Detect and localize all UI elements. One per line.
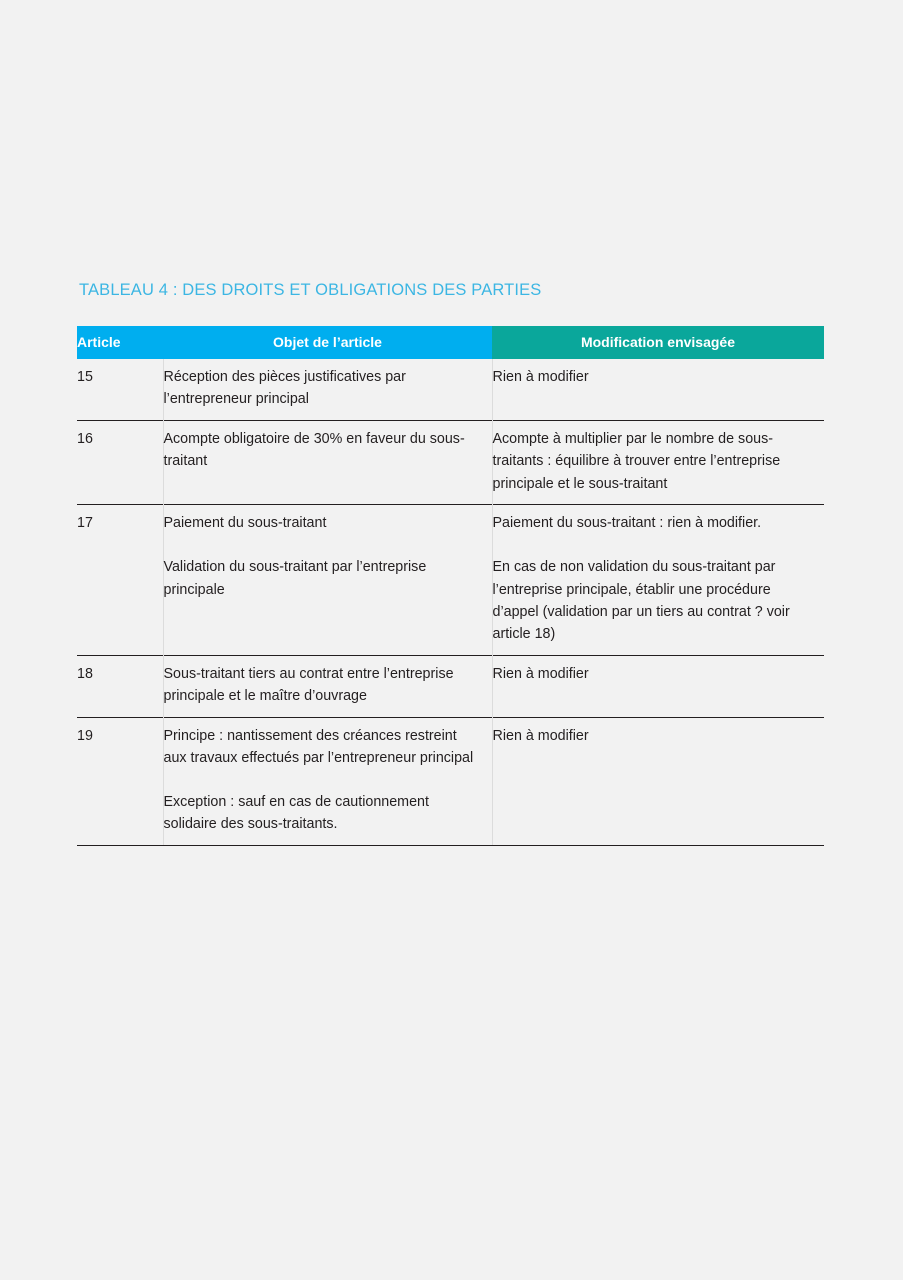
cell-objet	[163, 505, 492, 656]
table-row	[77, 359, 824, 420]
cell-article-number: 15	[77, 359, 163, 420]
cell-paragraph: Acompte à multiplier par le nombre de sous-traitants : équilibre à trouver entre l’entreprise principale et le sous-traitant	[492, 430, 781, 492]
cell-objet	[163, 359, 492, 420]
cell-paragraph: Validation du sous-traitant par l’entreprise principale	[163, 559, 427, 598]
cell-modification	[492, 655, 824, 717]
articles-table	[77, 326, 824, 846]
table-row	[77, 420, 824, 504]
cell-paragraph: Principe : nantissement des créances restreint aux travaux effectués par l’entrepreneur principal	[163, 727, 474, 767]
cell-article-number: 18	[77, 655, 163, 717]
table-row	[77, 505, 824, 656]
table-header-row	[77, 326, 824, 359]
cell-article-number: 16	[77, 420, 163, 504]
table-row	[77, 717, 824, 845]
cell-paragraph: Paiement du sous-traitant	[163, 515, 327, 532]
cell-objet	[163, 420, 492, 504]
cell-paragraph: Réception des pièces justificatives par l’entrepreneur principal	[163, 369, 406, 408]
cell-paragraph: Sous-traitant tiers au contrat entre l’entreprise principale et le maître d’ouvrage	[163, 665, 454, 705]
cell-article-number: 19	[77, 717, 163, 845]
table-row	[77, 655, 824, 717]
table-header	[77, 326, 824, 359]
cell-paragraph: Rien à modifier	[492, 665, 589, 682]
cell-paragraph: En cas de non validation du sous-traitant par l’entreprise principale, établir une procédure d’appel (validation par un tiers au contrat ? voir article 18)	[492, 559, 790, 643]
cell-article-number: 17	[77, 505, 163, 656]
column-header-objet: Objet de l’article	[163, 326, 492, 359]
cell-objet	[163, 717, 492, 845]
cell-paragraph: Rien à modifier	[492, 727, 589, 744]
cell-paragraph: Paiement du sous-traitant : rien à modifier.	[492, 515, 762, 532]
table-block	[77, 281, 824, 846]
cell-modification	[492, 359, 824, 420]
cell-objet	[163, 655, 492, 717]
column-header-modification: Modification envisagée	[492, 326, 824, 359]
page-title: TABLEAU 4 : DES DROITS ET OBLIGATIONS DES PARTIES	[79, 281, 542, 299]
cell-paragraph: Exception : sauf en cas de cautionnement solidaire des sous-traitants.	[163, 794, 429, 833]
cell-modification	[492, 717, 824, 845]
column-header-article: Article	[77, 326, 163, 359]
cell-modification	[492, 420, 824, 504]
cell-modification	[492, 505, 824, 656]
cell-paragraph: Rien à modifier	[492, 369, 589, 385]
cell-paragraph: Acompte obligatoire de 30% en faveur du sous-traitant	[163, 430, 465, 470]
table-body	[77, 359, 824, 845]
